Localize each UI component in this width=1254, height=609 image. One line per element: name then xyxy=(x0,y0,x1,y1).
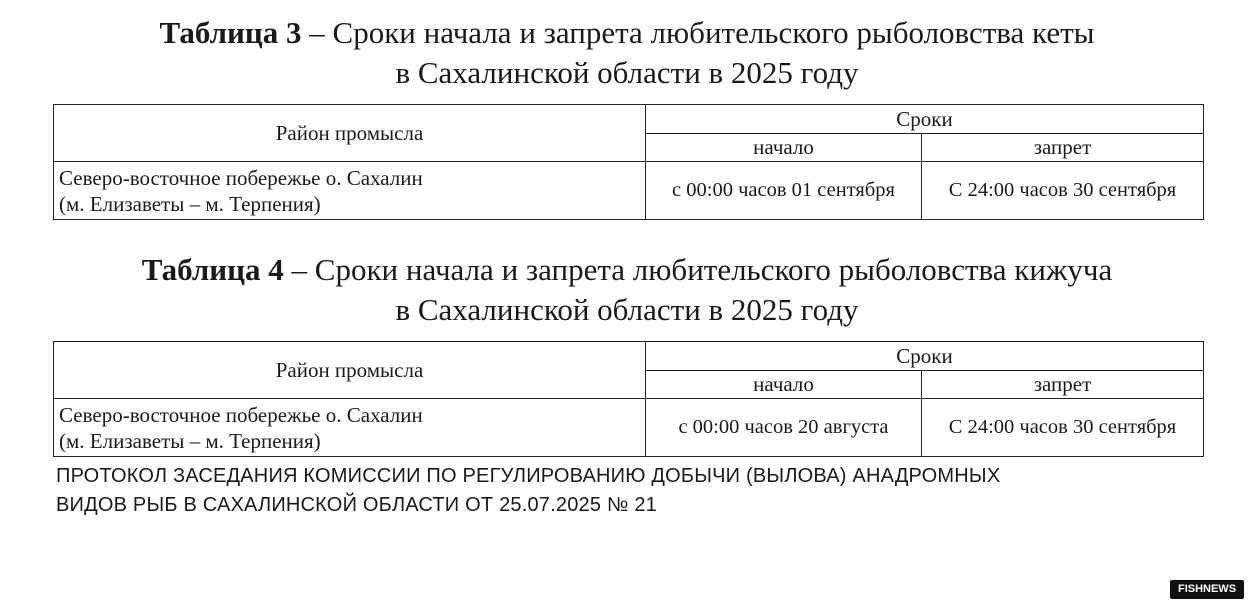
table-3-title xyxy=(0,13,1254,93)
table-3-title-rest: – Сроки начала и запрета любительского рыболовства кеты xyxy=(301,15,1095,50)
table-3-header-start: начало xyxy=(646,134,922,162)
table-3 xyxy=(53,104,1204,220)
table-3-region-line-2: (м. Елизаветы – м. Терпения) xyxy=(59,191,321,216)
table-4-title-line-2: в Сахалинской области в 2025 году xyxy=(395,292,859,327)
table-3-ban-value: С 24:00 часов 30 сентября xyxy=(922,162,1204,220)
protocol-line-1: ПРОТОКОЛ ЗАСЕДАНИЯ КОМИССИИ ПО РЕГУЛИРОВАНИЮ ДОБЫЧИ (ВЫЛОВА) АНАДРОМНЫХ xyxy=(56,465,1001,487)
protocol-line-2: ВИДОВ РЫБ В САХАЛИНСКОЙ ОБЛАСТИ ОТ 25.07.2025 № 21 xyxy=(56,494,657,516)
table-4-header-region: Район промысла xyxy=(54,342,646,399)
table-4-region-line-1: Северо-восточное побережье о. Сахалин xyxy=(59,402,423,427)
table-row xyxy=(54,399,1204,457)
table-4 xyxy=(53,341,1204,457)
table-4-header-start: начало xyxy=(646,371,922,399)
protocol-source-note xyxy=(56,462,1216,520)
table-3-start-value: с 00:00 часов 01 сентября xyxy=(646,162,922,220)
fishnews-watermark: FISHNEWS xyxy=(1170,580,1244,599)
table-3-title-lead: Таблица 3 xyxy=(159,15,302,50)
table-3-title-line-1 xyxy=(0,13,1254,53)
table-4-header-row xyxy=(54,342,1204,371)
table-4-title-line-1 xyxy=(0,250,1254,290)
table-3-region-cell xyxy=(54,162,646,220)
table-4-region-line-2: (м. Елизаветы – м. Терпения) xyxy=(59,428,321,453)
table-4-region-cell xyxy=(54,399,646,457)
table-4-header-ban: запрет xyxy=(922,371,1204,399)
table-4-title xyxy=(0,250,1254,330)
table-4-title-lead: Таблица 4 xyxy=(141,252,284,287)
table-3-header-row xyxy=(54,105,1204,134)
table-3-region-line-1: Северо-восточное побережье о. Сахалин xyxy=(59,165,423,190)
table-4-header-period: Сроки xyxy=(646,342,1204,371)
table-4-start-value: с 00:00 часов 20 августа xyxy=(646,399,922,457)
table-3-header-period: Сроки xyxy=(646,105,1204,134)
table-3-header-region: Район промысла xyxy=(54,105,646,162)
table-4-title-rest: – Сроки начала и запрета любительского рыболовства кижуча xyxy=(283,252,1113,287)
table-3-title-line-2: в Сахалинской области в 2025 году xyxy=(395,55,859,90)
table-row xyxy=(54,162,1204,220)
table-3-header-ban: запрет xyxy=(922,134,1204,162)
table-4-ban-value: С 24:00 часов 30 сентября xyxy=(922,399,1204,457)
